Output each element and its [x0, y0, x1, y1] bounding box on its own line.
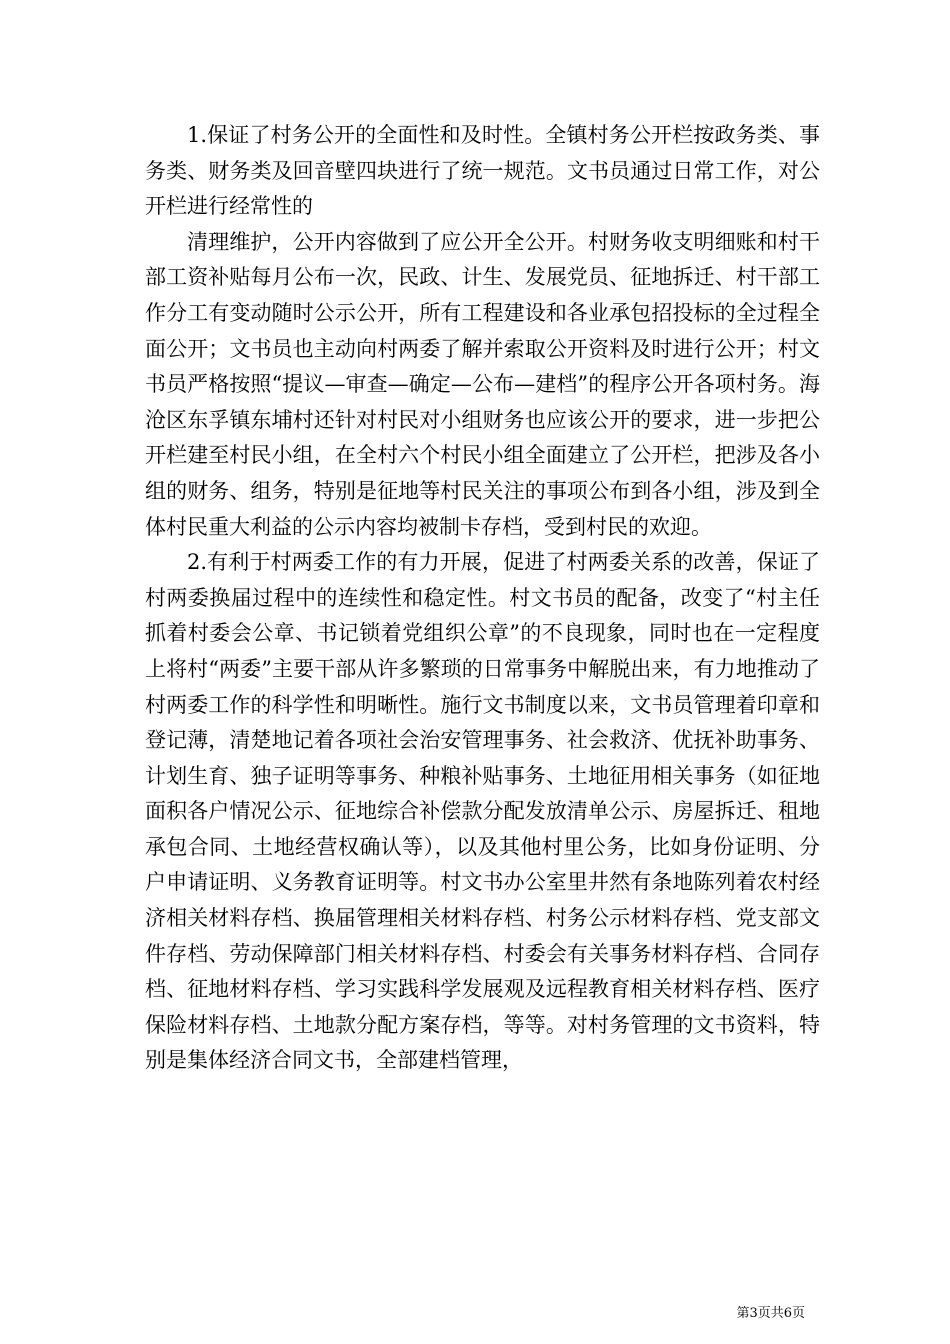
- page-number: 第3页共6页: [736, 1306, 805, 1321]
- paragraph-1: 1.保证了村务公开的全面性和及时性。全镇村务公开栏按政务类、事务类、财务类及回音壁四块进行了统一规范。文书员通过日常工作，对公开栏进行经常性的: [145, 123, 820, 219]
- paragraph-3: 2.有利于村两委工作的有力开展，促进了村两委关系的改善，保证了村两委换届过程中的连续性和稳定性。村文书员的配备，改变了“村主任抓着村委会公章、书记锁着党组织公章”的不良现象，同时也在一定程度上将村“两委”主要干部从许多繁琐的日常事务中解脱出来，有力地推动了村两委工作的科学性和明晰性。施行文书制度以来，文书员管理着印章和登记薄，清楚地记着各项社会治安管理事务、社会救济、优抚补助事务、计划生育、独子证明等事务、种粮补贴事务、土地征用相关事务（如征地面积各户情况公示、征地综合补偿款分配发放清单公示、房屋拆迁、租地承包合同、土地经营权确认等），以及其他村里公务，比如身份证明、分户申请证明、义务教育证明等。村文书办公室里井然有条地陈列着农村经济相关材料存档、换届管理相关材料存档、村务公示材料存档、党支部文件存档、劳动保障部门相关材料存档、村委会有关事务材料存档、合同存档、征地材料存档、学习实践科学发展观及远程教育相关材料存档、医疗保险材料存档、土地款分配方案存档，等等。对村务管理的文书资料，特别是集体经济合同文书，全部建档管理，: [145, 550, 820, 1073]
- paragraph-2: 清理维护，公开内容做到了应公开全公开。村财务收支明细账和村干部工资补贴每月公布一次，民政、计生、发展党员、征地拆迁、村干部工作分工有变动随时公示公开，所有工程建设和各业承包招投标的全过程全面公开；文书员也主动向村两委了解并索取公开资料及时进行公开；村文书员严格按照“提议—审查—确定—公布—建档”的程序公开各项村务。海沧区东孚镇东埔村还针对村民对小组财务也应该公开的要求，进一步把公开栏建至村民小组，在全村六个村民小组全面建立了公开栏，把涉及各小组的财务、组务，特别是征地等村民关注的事项公布到各小组，涉及到全体村民重大利益的公示内容均被制卡存档，受到村民的欢迎。: [145, 229, 820, 539]
- document-body: [145, 118, 820, 1079]
